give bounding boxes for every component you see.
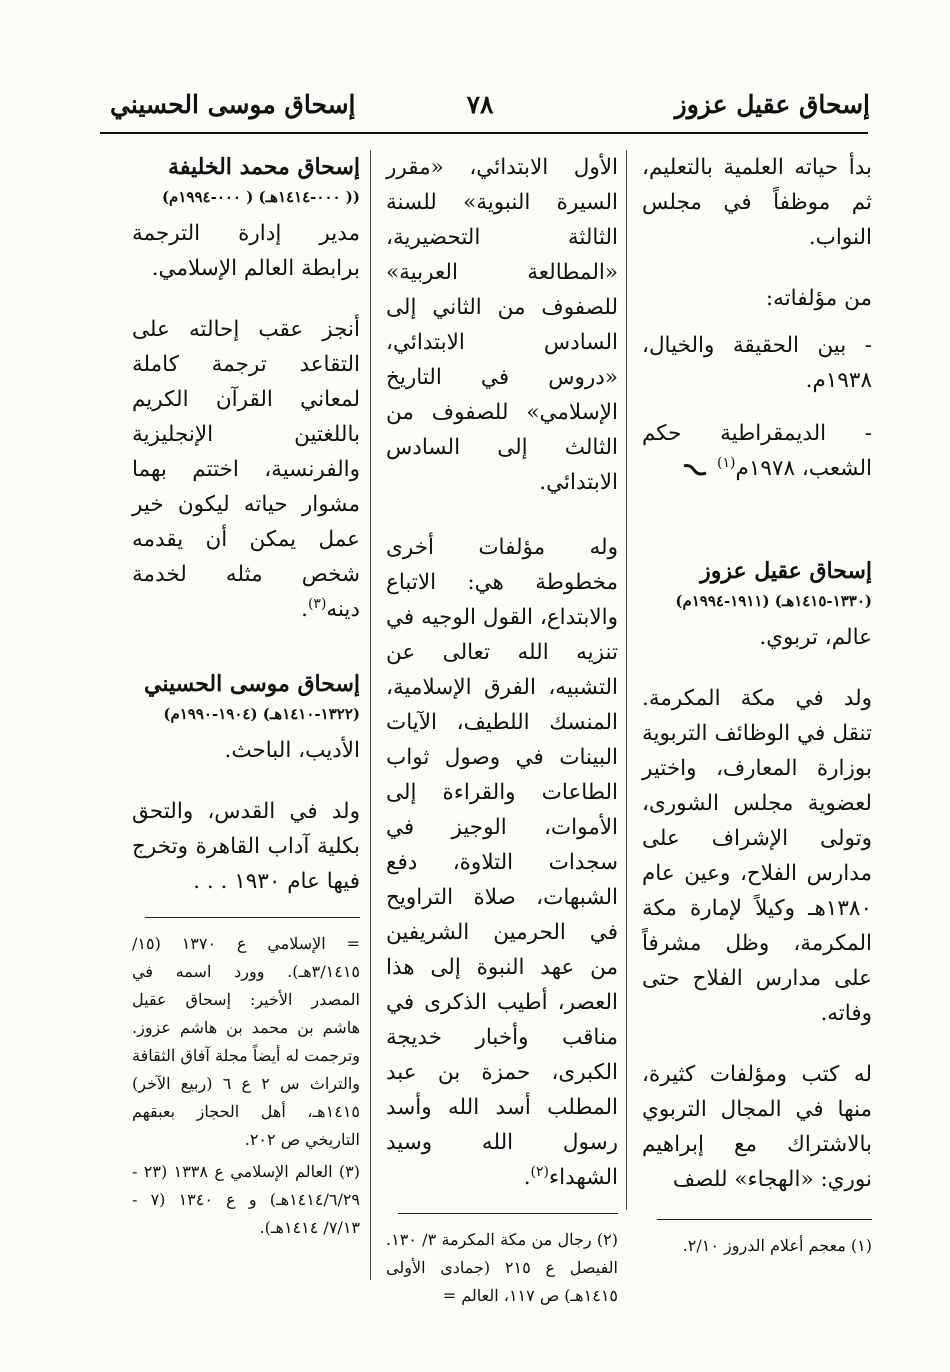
page-number: ٧٨ — [466, 90, 494, 119]
paragraph: ولد في مكة المكرمة. تنقل في الوظائف التربوية بوزارة المعارف، واختير لعضوية مجلس الشورى، وتولى الإشراف على مدارس الفلاح، وعين عام ١٣٨٠هـ وكيلاً لإمارة مكة المكرمة، وظل مشرفاً على مدارس الفلاح حتى وفاته. — [642, 686, 872, 1026]
works-heading: من مؤلفاته: — [765, 286, 872, 311]
column-left — [132, 150, 360, 1246]
column-right — [642, 150, 872, 1264]
footnote: (٣) العالم الإسلامي ع ١٣٣٨ (٢٣ - ١٤١٤/٦/٢٩هـ) و ع ١٣٤٠ (٧ - ٧/١٣/ ١٤١٤هـ). — [132, 1162, 361, 1237]
paragraph-text: وله مؤلفات أخرى مخطوطة هي: الاتباع والابتداع، القول الوجيه في تنزيه الله تعالى عن التشبيه، الفرق الإسلامية، المنسك اللطيف، الآيات البينات في وصول ثواب الطاعات والقراءة إلى الأموات، الوجيز في سجدات التلاوة، دفع الشبهات، صلاة التراويح في الحرمين الشريفين من عهد النبوة إلى هذا العصر، أطيب الذكرى في مناقب وأخبار خديجة الكبرى، حمزة بن عبد المطلب أسد الله وأسد رسول الله وسيد الشهداء — [386, 535, 618, 1190]
footnote: (٢) رجال من مكة المكرمة ٣/ ١٣٠. الفيصل ع ٢١٥ (جمادى الأولى ١٤١٥هـ) ص ١١٧، العالم = — [386, 1230, 619, 1305]
footnote-rule — [657, 1219, 872, 1220]
footnote-marker: (٢) — [530, 1163, 550, 1180]
footnote: = الإسلامي ع ١٣٧٠ (١٥/ ٣/١٤١٥هـ). وورد اسمه في المصدر الأخير: إسحاق عقيل هاشم بن محمد بن هاشم عزوز. وترجمت له أيضاً مجلة آفاق الثقافة والتراث س ٢ ع ٦ (ربيع الآخر) ١٤١٥هـ، أهل الحجاز بعبقهم التاريخي ص ٢٠٢. — [132, 934, 361, 1149]
work-item-text: - الديمقراطية حكم الشعب، ١٩٧٨م — [642, 421, 872, 481]
work-item: - بين الحقيقة والخيال، ١٩٣٨م. — [642, 333, 872, 393]
footnote-marker: (٣) — [307, 595, 327, 612]
paragraph: الأديب، الباحث. — [224, 738, 360, 763]
footnote-marker: (١) — [717, 454, 736, 471]
paragraph: عالم، تربوي. — [759, 625, 872, 650]
entry-dates: (١٣٢٢-١٤١٠هـ) (١٩٠٤-١٩٩٠م) — [163, 705, 360, 723]
column-middle — [386, 150, 618, 1314]
paragraph: له كتب ومؤلفات كثيرة، منها في المجال التربوي بالاشتراك مع إبراهيم نوري: «الهجاء» للصف — [642, 1062, 872, 1192]
entry-dates: (( ٠٠٠-١٤١٤هـ) ( ٠٠٠-١٩٩٤م) — [161, 188, 360, 206]
work-item — [642, 416, 872, 486]
paragraph-end: . — [523, 1165, 531, 1190]
paragraph — [386, 530, 618, 1195]
entry-title: إسحاق موسى الحسيني — [143, 671, 360, 697]
entry-dates: (١٣٣٠-١٤١٥هـ) (١٩١١-١٩٩٤م) — [675, 592, 872, 610]
header-rule — [100, 132, 868, 134]
paragraph — [132, 312, 360, 627]
paragraph: ولد في القدس، والتحق بكلية آداب القاهرة وتخرج فيها عام ١٩٣٠ . . . — [132, 799, 360, 894]
footnote-rule — [145, 917, 360, 918]
entry-title: إسحاق محمد الخليفة — [168, 154, 360, 180]
entry-title: إسحاق عقيل عزوز — [700, 558, 872, 584]
running-head-right: إسحاق عقيل عزوز — [674, 90, 870, 119]
spacer — [132, 653, 360, 667]
running-head-left: إسحاق موسى الحسيني — [110, 90, 356, 119]
column-divider-left — [370, 150, 371, 1280]
ink-squiggle-mark — [682, 462, 708, 476]
column-divider-right — [626, 150, 627, 1210]
paragraph-text: أنجز عقب إحالته على التقاعد ترجمة كاملة لمعاني القرآن الكريم باللغتين الإنجليزية والفرنسية، اختتم بهما مشوار حياته ليكون خير عمل يمكن أن يقدمه شخص مثله لخدمة دينه — [132, 317, 360, 622]
spacer — [642, 512, 872, 554]
footnote-rule — [398, 1213, 618, 1214]
paragraph: مدير إدارة الترجمة برابطة العالم الإسلامي. — [132, 221, 360, 281]
paragraph-end: . — [301, 597, 308, 622]
paragraph: الأول الابتدائي، «مقرر السيرة النبوية» للسنة الثالثة التحضيرية، «المطالعة العربية» للصفوف من الثاني إلى السادس الابتدائي، «دروس في التاريخ الإسلامي» للصفوف من الثالث إلى السادس الابتدائي. — [386, 155, 618, 495]
paragraph: بدأ حياته العلمية بالتعليم، ثم موظفاً في مجلس النواب. — [642, 155, 872, 250]
footnote: (١) معجم أعلام الدروز ٢/١٠. — [682, 1236, 872, 1255]
